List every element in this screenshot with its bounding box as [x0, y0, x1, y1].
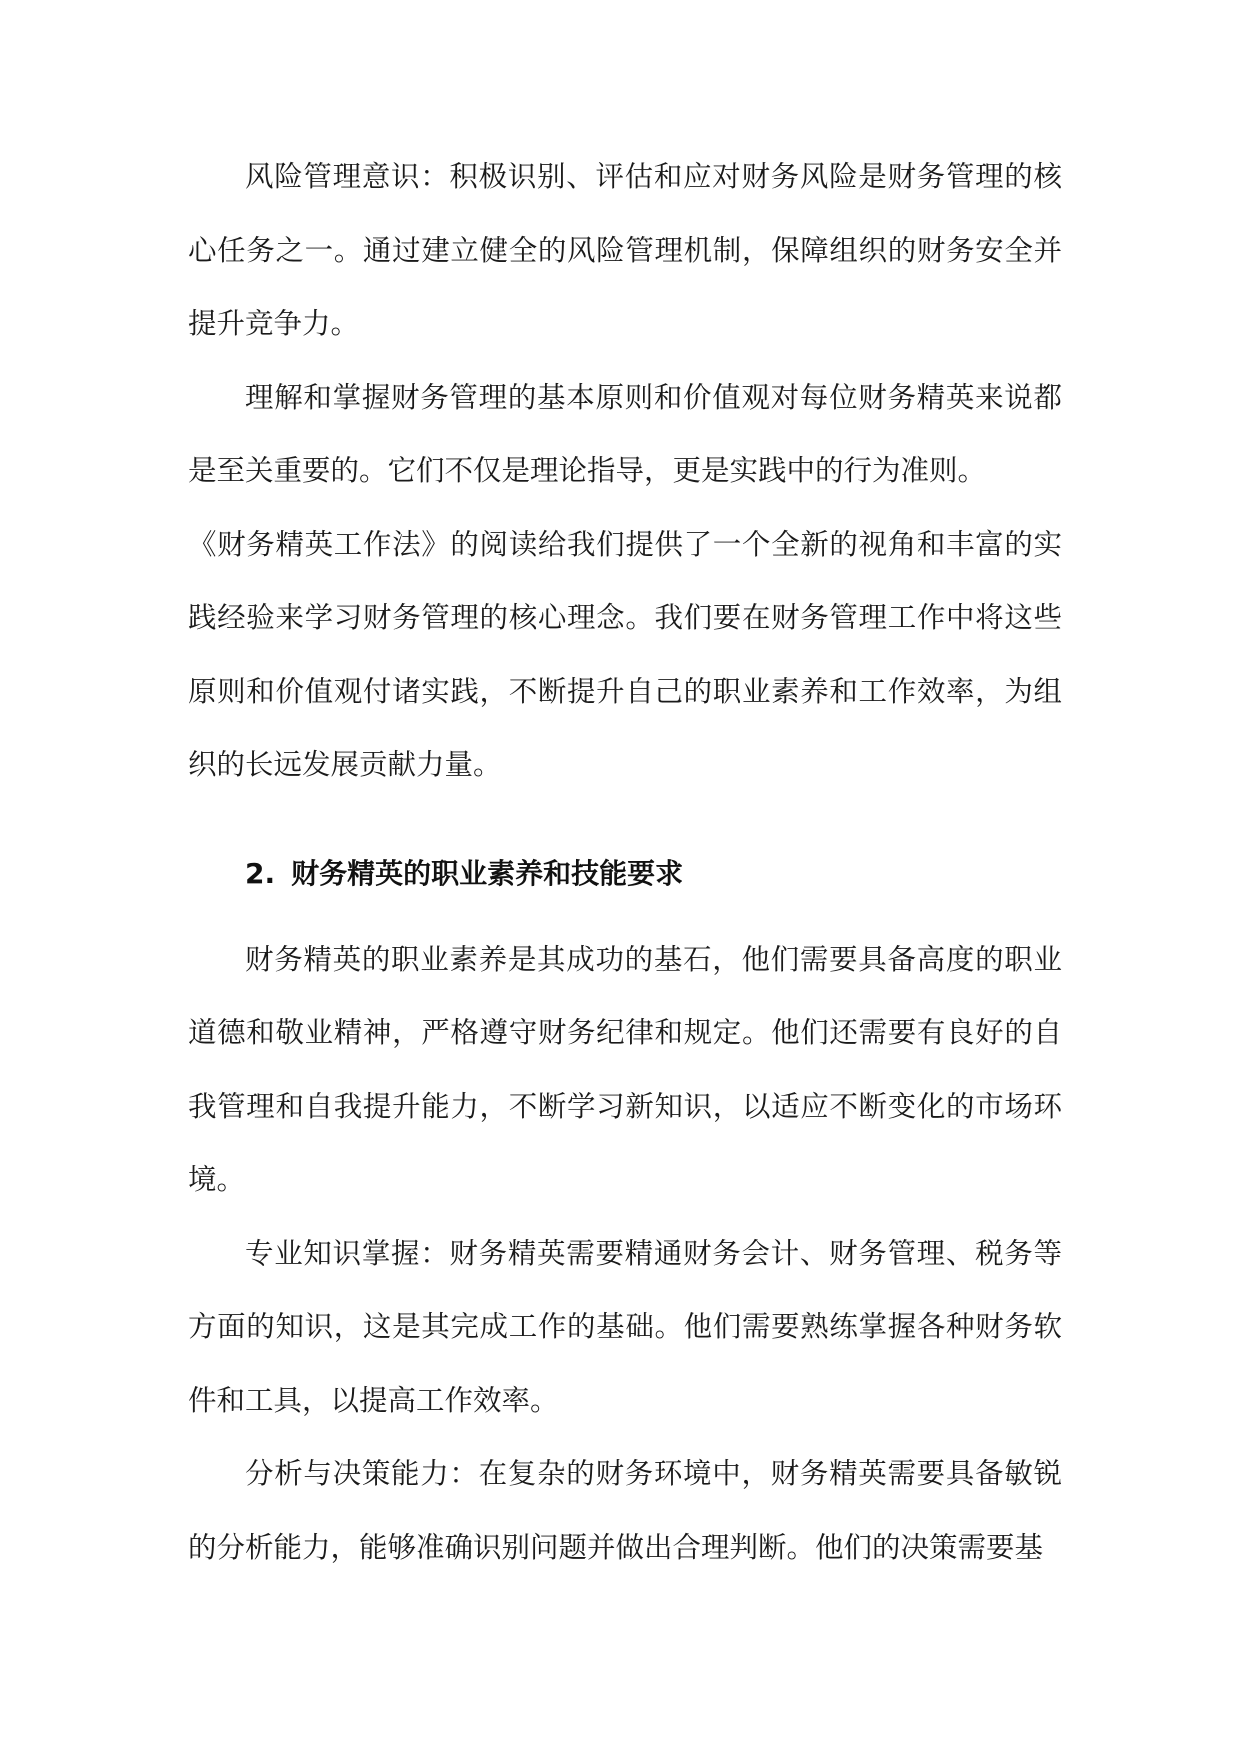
paragraph-risk-management: 风险管理意识：积极识别、评估和应对财务风险是财务管理的核心任务之一。通过建立健全的风险管理机制，保障组织的财务安全并提升竞争力。 [188, 160, 1062, 340]
section-heading [188, 802, 1062, 923]
paragraph-principles: 理解和掌握财务管理的基本原则和价值观对每位财务精英来说都是至关重要的。它们不仅是理论指导，更是实践中的行为准则。 [188, 380, 1062, 487]
paragraph-professional-qualities: 财务精英的职业素养是其成功的基石，他们需要具备高度的职业道德和敬业精神，严格遵守财务纪律和规定。他们还需要有良好的自我管理和自我提升能力，不断学习新知识，以适应不断变化的市场环境。 [188, 942, 1062, 1196]
document-body [188, 140, 1062, 1584]
paragraph-book-reading: 《财务精英工作法》的阅读给我们提供了一个全新的视角和丰富的实践经验来学习财务管理的核心理念。我们要在财务管理工作中将这些原则和价值观付诸实践，不断提升自己的职业素养和工作效率，为组织的长远发展贡献力量。 [188, 527, 1062, 781]
paragraph-professional-knowledge: 专业知识掌握：财务精英需要精通财务会计、财务管理、税务等方面的知识，这是其完成工作的基础。他们需要熟练掌握各种财务软件和工具，以提高工作效率。 [188, 1236, 1062, 1417]
section-title: 财务精英的职业素养和技能要求 [291, 856, 684, 890]
paragraph-analysis-decision: 分析与决策能力：在复杂的财务环境中，财务精英需要具备敏锐的分析能力，能够准确识别问题并做出合理判断。他们的决策需要基 [188, 1457, 1062, 1564]
section-number: 2. [245, 856, 276, 890]
